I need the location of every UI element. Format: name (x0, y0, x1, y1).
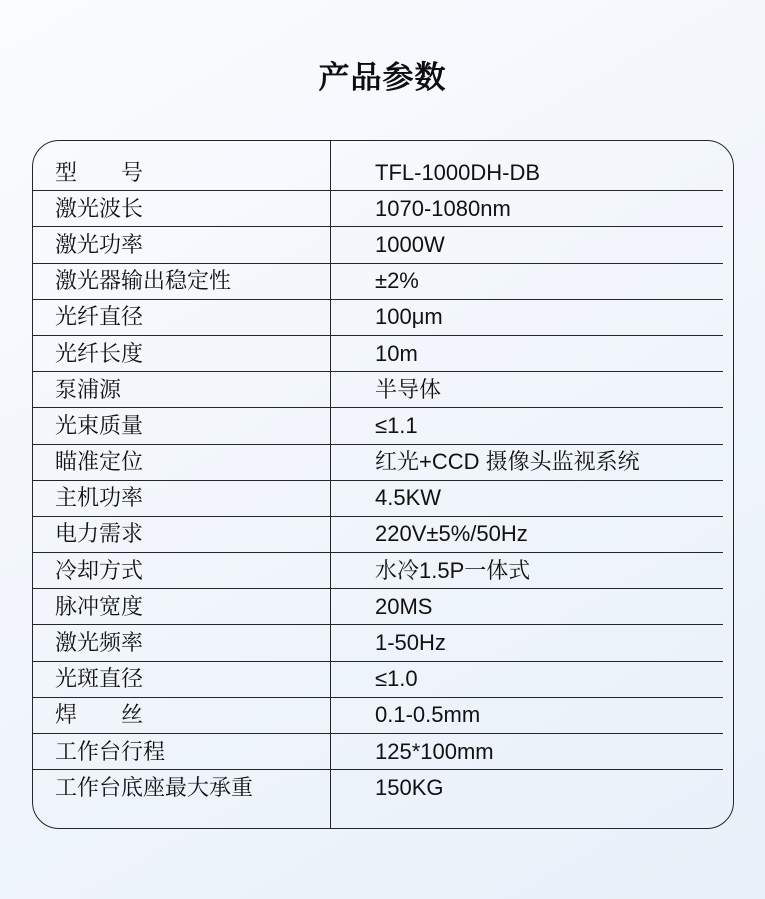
param-value: 125*100mm (375, 738, 494, 764)
param-label: 焊 丝 (55, 702, 144, 728)
param-label: 工作台底座最大承重 (55, 775, 254, 801)
param-label: 光纤直径 (55, 304, 144, 330)
param-label: 激光功率 (55, 231, 144, 257)
table-row (33, 372, 723, 408)
param-label: 冷却方式 (55, 557, 144, 583)
table-row (33, 264, 723, 300)
param-value: 0.1-0.5mm (375, 702, 481, 728)
table-row (33, 336, 723, 372)
param-value: 100μm (375, 304, 443, 330)
table-row (33, 191, 723, 227)
column-divider (330, 141, 332, 828)
table-row (33, 517, 723, 553)
table-row (33, 300, 723, 336)
param-label: 光斑直径 (55, 666, 144, 692)
param-label: 激光器输出稳定性 (55, 268, 232, 294)
table-row (33, 625, 723, 661)
table-row (33, 589, 723, 625)
spec-rows-container (33, 141, 733, 806)
param-value: 水冷1.5P一体式 (375, 557, 531, 583)
param-label: 泵浦源 (55, 376, 122, 402)
param-label: 光束质量 (55, 412, 144, 438)
product-spec-table (32, 140, 734, 829)
table-row (33, 770, 723, 806)
table-row (33, 481, 723, 517)
param-label: 激光频率 (55, 630, 144, 656)
param-label: 光纤长度 (55, 340, 144, 366)
table-row (33, 408, 723, 444)
table-row (33, 445, 723, 481)
param-value: 4.5KW (375, 485, 442, 511)
table-row (33, 227, 723, 263)
param-label: 工作台行程 (55, 738, 166, 764)
param-value: 20MS (375, 593, 433, 619)
param-value: ≤1.1 (375, 412, 418, 438)
table-row (33, 698, 723, 734)
param-value: 1000W (375, 231, 445, 257)
param-label: 瞄准定位 (55, 449, 144, 475)
param-label: 激光波长 (55, 195, 144, 221)
param-value: 150KG (375, 775, 444, 801)
table-row (33, 662, 723, 698)
table-row (33, 553, 723, 589)
param-value: 1-50Hz (375, 630, 446, 656)
param-value: TFL-1000DH-DB (375, 159, 541, 185)
param-value: ±2% (375, 268, 419, 294)
param-value: 1070-1080nm (375, 195, 511, 221)
table-row (33, 155, 723, 191)
page-title: 产品参数 (318, 60, 447, 95)
param-label: 型 号 (55, 159, 144, 185)
param-value: 红光+CCD 摄像头监视系统 (375, 449, 640, 475)
param-value: 220V±5%/50Hz (375, 521, 528, 547)
table-row (33, 734, 723, 770)
param-label: 主机功率 (55, 485, 144, 511)
param-value: ≤1.0 (375, 666, 418, 692)
param-value: 10m (375, 340, 418, 366)
param-label: 电力需求 (55, 521, 144, 547)
param-value: 半导体 (375, 376, 442, 402)
param-label: 脉冲宽度 (55, 593, 144, 619)
